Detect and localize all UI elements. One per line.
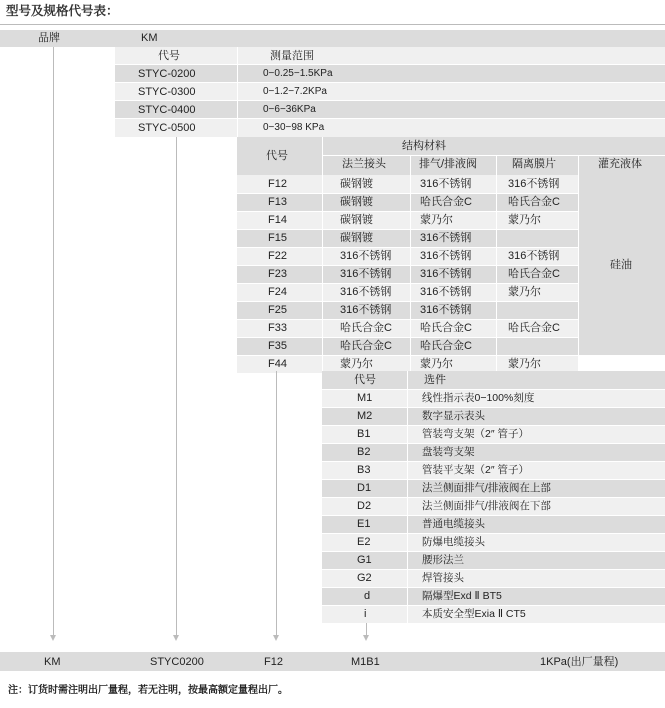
material-row-separator — [237, 211, 578, 212]
options-row-separator — [322, 569, 665, 570]
fill-value: 硅油 — [610, 259, 632, 271]
options-value: 法兰侧面排气/排液阀在上部 — [422, 482, 551, 494]
material-column-line — [410, 175, 411, 373]
options-row — [322, 569, 665, 587]
options-row — [322, 407, 665, 425]
material-row-separator — [237, 283, 578, 284]
material-code: F22 — [268, 250, 287, 262]
options-code: G1 — [357, 554, 372, 566]
material-diaphragm: 316不锈钢 — [508, 178, 560, 190]
range-value: 0−0.25−1.5KPa — [263, 68, 333, 79]
material-flange: 蒙乃尔 — [340, 358, 373, 370]
options-value: 管装弯支架（2″ 管子） — [422, 428, 529, 440]
options-value: 本质安全型Exia Ⅱ CT5 — [422, 608, 526, 620]
options-row-separator — [322, 497, 665, 498]
material-diaphragm: 蒙乃尔 — [508, 286, 541, 298]
options-column-separator — [407, 371, 408, 623]
options-code: D2 — [357, 500, 372, 512]
options-value: 法兰侧面排气/排液阀在下部 — [422, 500, 551, 512]
options-row-separator — [322, 587, 665, 588]
material-code: F15 — [268, 232, 287, 244]
range-row — [115, 119, 665, 137]
options-value: 隔爆型Exd Ⅱ BT5 — [422, 590, 502, 602]
options-row-separator — [322, 551, 665, 552]
material-fill-header: 灌充液体 — [598, 158, 642, 170]
material-row — [237, 301, 578, 319]
material-row-separator — [237, 301, 578, 302]
material-row — [237, 337, 578, 355]
example-model: STYC0200 — [150, 656, 204, 668]
material-valve: 哈氏合金C — [420, 322, 472, 334]
example-brand: KM — [44, 656, 61, 668]
material-group-header: 结构材料 — [402, 140, 446, 152]
material-diaphragm: 316不锈钢 — [508, 250, 560, 262]
range-code: STYC-0400 — [138, 104, 196, 116]
range-value: 0−6−36KPa — [263, 104, 316, 115]
options-row-separator — [322, 533, 665, 534]
options-code: D1 — [357, 482, 372, 494]
range-header-row — [115, 47, 665, 65]
material-valve: 蒙乃尔 — [420, 214, 453, 226]
options-value: 腰形法兰 — [422, 554, 464, 566]
material-flange: 碳钢镀 — [340, 232, 373, 244]
material-arrow-icon — [273, 635, 279, 641]
options-row — [322, 443, 665, 461]
options-row-separator — [322, 479, 665, 480]
range-value: 0−1.2−7.2KPa — [263, 86, 327, 97]
options-value: 管装平支架（2″ 管子） — [422, 464, 529, 476]
example-options: M1B1 — [351, 656, 380, 668]
material-flange-header: 法兰接头 — [342, 158, 386, 170]
material-flange: 316不锈钢 — [340, 250, 392, 262]
material-header-column-line — [578, 155, 579, 175]
material-code: F35 — [268, 340, 287, 352]
options-row-separator — [322, 389, 665, 390]
range-code: STYC-0200 — [138, 68, 196, 80]
range-row-separator — [115, 64, 665, 65]
options-row-separator — [322, 515, 665, 516]
options-code: B1 — [357, 428, 371, 440]
brand-value: KM — [141, 32, 158, 44]
material-row-separator — [237, 247, 578, 248]
options-row-separator — [322, 407, 665, 408]
material-code: F12 — [268, 178, 287, 190]
range-column-separator — [237, 47, 238, 137]
material-header-separator — [322, 155, 665, 156]
range-range-header: 测量范围 — [270, 50, 314, 62]
material-row — [237, 229, 578, 247]
material-diaphragm: 蒙乃尔 — [508, 358, 541, 370]
options-code: E1 — [357, 518, 371, 530]
material-row-separator — [237, 319, 578, 320]
range-row — [115, 65, 665, 83]
material-valve: 316不锈钢 — [420, 268, 472, 280]
example-material: F12 — [264, 656, 283, 668]
range-code: STYC-0300 — [138, 86, 196, 98]
range-row — [115, 101, 665, 119]
range-row-separator — [115, 100, 665, 101]
material-code: F14 — [268, 214, 287, 226]
material-diaphragm: 哈氏合金C — [508, 322, 560, 334]
options-code-header: 代号 — [354, 374, 376, 386]
range-value: 0−30−98 KPa — [263, 122, 325, 133]
material-flange: 碳钢镀 — [340, 214, 373, 226]
options-code: M2 — [357, 410, 373, 422]
options-value: 普通电缆接头 — [422, 518, 485, 530]
model-guide-line — [176, 137, 177, 635]
range-code-header: 代号 — [158, 50, 180, 62]
material-diaphragm-header: 隔离膜片 — [512, 158, 556, 170]
options-row-separator — [322, 425, 665, 426]
material-diaphragm: 哈氏合金C — [508, 196, 560, 208]
options-row-separator — [322, 443, 665, 444]
material-code: F33 — [268, 322, 287, 334]
options-value: 数字显示表头 — [422, 410, 485, 422]
page-title: 型号及规格代号表： — [6, 4, 119, 18]
options-code: d — [364, 590, 371, 602]
material-flange: 哈氏合金C — [340, 340, 392, 352]
example-range: 1KPa(出厂量程) — [540, 656, 619, 668]
options-arrow-icon — [363, 635, 369, 641]
material-flange: 316不锈钢 — [340, 286, 392, 298]
material-code: F25 — [268, 304, 287, 316]
material-code: F24 — [268, 286, 287, 298]
options-code: B2 — [357, 446, 371, 458]
material-code: F13 — [268, 196, 287, 208]
options-row-separator — [322, 605, 665, 606]
material-column-line — [496, 175, 497, 373]
material-valve: 316不锈钢 — [420, 286, 472, 298]
material-row-separator — [237, 337, 578, 338]
material-row-separator — [237, 229, 578, 230]
options-code: i — [364, 608, 367, 620]
material-row-separator — [237, 265, 578, 266]
material-flange: 316不锈钢 — [340, 268, 392, 280]
options-value: 线性指示表0−100%刻度 — [422, 392, 535, 404]
options-value: 焊管接头 — [422, 572, 464, 584]
material-code: F23 — [268, 268, 287, 280]
material-row-separator — [237, 355, 578, 356]
material-header-column-line — [322, 137, 323, 175]
options-row-separator — [322, 461, 665, 462]
range-row-separator — [115, 118, 665, 119]
options-code: E2 — [357, 536, 371, 548]
material-valve: 哈氏合金C — [420, 340, 472, 352]
options-guide-line — [366, 623, 367, 635]
material-flange: 碳钢镀 — [340, 178, 373, 190]
range-code: STYC-0500 — [138, 122, 196, 134]
material-row-separator — [237, 193, 578, 194]
material-header-column-line — [496, 155, 497, 175]
range-row — [115, 83, 665, 101]
material-valve: 316不锈钢 — [420, 178, 472, 190]
material-diaphragm: 蒙乃尔 — [508, 214, 541, 226]
options-code: B3 — [357, 464, 371, 476]
material-column-line — [322, 175, 323, 373]
material-flange: 碳钢镀 — [340, 196, 373, 208]
brand-arrow-icon — [50, 635, 56, 641]
material-valve: 316不锈钢 — [420, 232, 472, 244]
range-row-separator — [115, 82, 665, 83]
title-divider — [0, 24, 665, 25]
options-row — [322, 515, 665, 533]
options-option-header: 选件 — [424, 374, 446, 386]
options-value: 盘装弯支架 — [422, 446, 475, 458]
material-valve: 316不锈钢 — [420, 250, 472, 262]
material-header-column-line — [410, 155, 411, 175]
options-value: 防爆电缆接头 — [422, 536, 485, 548]
material-guide-line — [276, 371, 277, 635]
material-flange: 316不锈钢 — [340, 304, 392, 316]
options-row — [322, 551, 665, 569]
model-arrow-icon — [173, 635, 179, 641]
material-flange: 哈氏合金C — [340, 322, 392, 334]
material-valve: 哈氏合金C — [420, 196, 472, 208]
footnote: 注：订货时需注明出厂量程，若无注明，按最高额定量程出厂。 — [8, 685, 288, 696]
brand-label: 品牌 — [38, 32, 60, 44]
options-row — [322, 533, 665, 551]
material-valve: 316不锈钢 — [420, 304, 472, 316]
material-column-line — [578, 175, 579, 373]
brand-guide-line — [53, 47, 54, 635]
options-code: M1 — [357, 392, 373, 404]
material-code: F44 — [268, 358, 287, 370]
material-valve-header: 排气/排液阀 — [419, 158, 478, 170]
material-code-header: 代号 — [266, 150, 288, 162]
options-code: G2 — [357, 572, 372, 584]
brand-header-band — [0, 30, 665, 47]
material-valve: 蒙乃尔 — [420, 358, 453, 370]
material-diaphragm: 哈氏合金C — [508, 268, 560, 280]
